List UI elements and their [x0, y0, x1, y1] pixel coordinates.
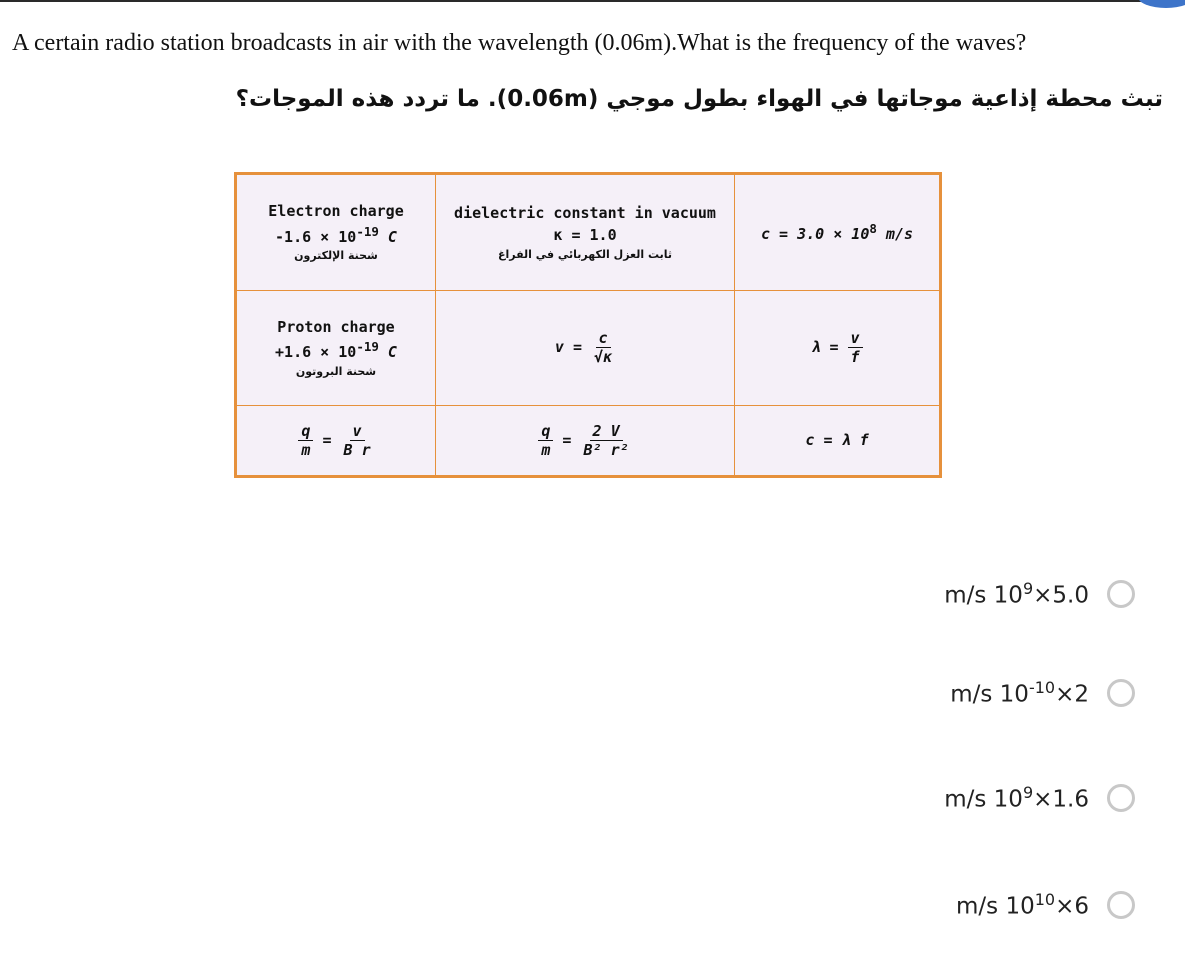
wavelength-formula-cell: λ = $\frac{v}{f}$: [735, 290, 941, 405]
proton-charge-value: $+1.6 \times 10^{-19}$ C: [275, 339, 397, 361]
answer-option-2[interactable]: [950, 673, 1135, 713]
wave-formula-cell: c = λ f: [735, 405, 941, 476]
answer-option-text: m/s $10^{10}\times 6$: [956, 890, 1089, 920]
dielectric-title: dielectric constant in vacuum: [454, 203, 716, 222]
proton-charge-title: Proton charge: [277, 317, 395, 336]
answer-option-text: m/s $10^9\times 5.0$: [944, 579, 1089, 609]
question-arabic: تبث محطة إذاعية موجاتها في الهواء بطول موجي (0.06m). ما تردد هذه الموجات؟: [235, 86, 1163, 112]
answer-option-3[interactable]: [944, 778, 1135, 818]
radio-button[interactable]: [1107, 784, 1135, 812]
question-english: A certain radio station broadcasts in air with the wavelength (0.06m).What is the frequency of the waves?: [12, 30, 1027, 56]
electron-charge-cell: [236, 174, 436, 291]
qm-formula-2-cell: $\frac{q}{m}$ = $\frac{2 V}{\text{B² r²}}$: [436, 405, 735, 476]
electron-charge-arabic: شحنة الإلكترون: [294, 249, 378, 263]
top-corner-accent: [1138, 0, 1185, 8]
table-row: [236, 174, 941, 291]
answer-option-text: m/s $10^9\times 1.6$: [944, 783, 1089, 813]
dielectric-cell: [436, 174, 735, 291]
proton-charge-arabic: شحنة البروتون: [295, 364, 377, 378]
table-row: [236, 290, 941, 405]
speed-of-light-cell: $c = 3.0 \times 10^8$ m/s: [735, 174, 941, 291]
answer-option-text: m/s $10^{-10}\times 2$: [950, 678, 1089, 708]
wavelength-fraction: $\frac{v}{f}$: [848, 329, 863, 366]
top-border-line: [0, 0, 1185, 2]
radio-button[interactable]: [1107, 580, 1135, 608]
electron-charge-value: $-1.6 \times 10^{-19}$ C: [275, 223, 397, 246]
dielectric-arabic: ثابت العزل الكهربائي في الفراغ: [497, 247, 673, 261]
constants-table: [234, 172, 942, 478]
dielectric-value: κ = 1.0: [553, 226, 617, 245]
velocity-fraction: $\frac{c}{√\kappa}$: [594, 329, 613, 367]
velocity-formula-cell: v = $\frac{c}{√\kappa}$: [436, 290, 735, 405]
table-row: [236, 405, 941, 476]
answer-option-1[interactable]: [944, 574, 1135, 614]
electron-charge-title: Electron charge: [268, 202, 404, 221]
radio-button[interactable]: [1107, 679, 1135, 707]
answer-option-4[interactable]: [956, 885, 1135, 925]
proton-charge-cell: [236, 290, 436, 405]
radio-button[interactable]: [1107, 891, 1135, 919]
qm-formula-1-cell: $\frac{q}{m}$ = $\frac{v}{\text{B r}}$: [236, 405, 436, 476]
